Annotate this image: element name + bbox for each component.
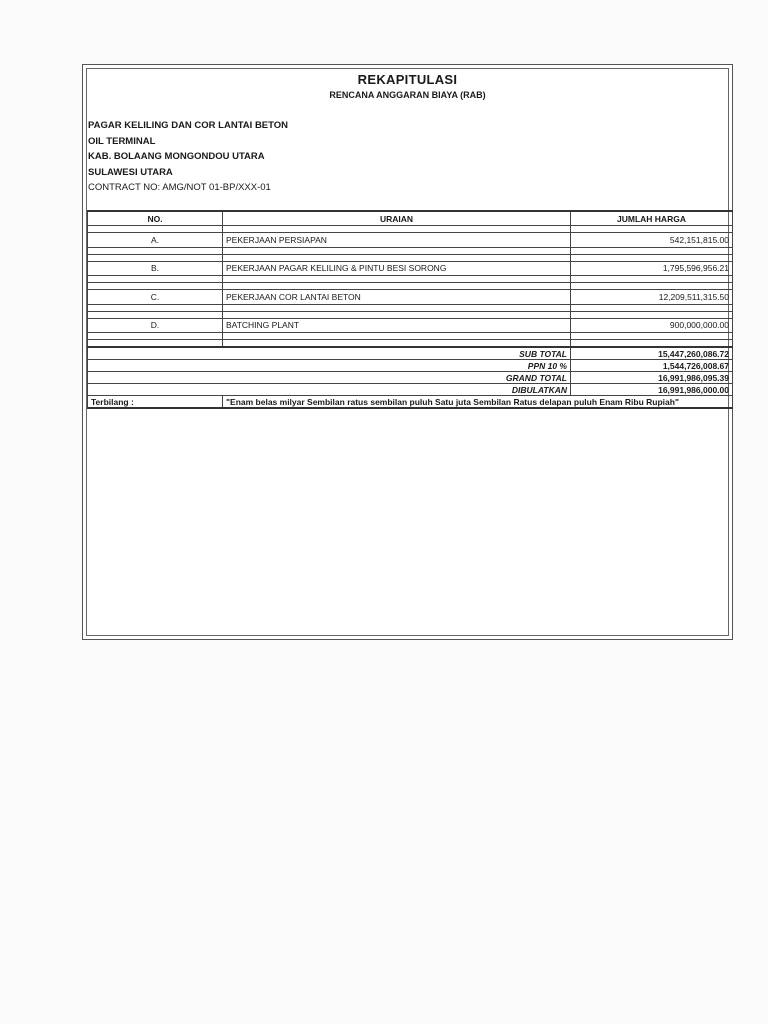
terbilang-text: "Enam belas milyar Sembilan ratus sembilan puluh Satu juta Sembilan Ratus delapan puluh Enam Ribu Rupiah" (223, 396, 733, 409)
table-row (88, 233, 733, 248)
contract-number: CONTRACT NO: AMG/NOT 01-BP/XXX-01 (88, 182, 271, 193)
header-no: NO. (88, 211, 223, 226)
terbilang-label: Terbilang : (88, 396, 223, 409)
row-no: B. (88, 261, 223, 276)
row-no: A. (88, 233, 223, 248)
dibulatkan-label: DIBULATKAN (88, 384, 571, 396)
project-info (88, 118, 288, 196)
table-row (88, 261, 733, 276)
row-uraian: PEKERJAAN PERSIAPAN (223, 233, 571, 248)
spacer-row (88, 333, 733, 340)
row-jumlah: 12,209,511,315.50 (571, 290, 733, 305)
project-province: SULAWESI UTARA (88, 166, 173, 178)
row-no: C. (88, 290, 223, 305)
header-uraian: URAIAN (223, 211, 571, 226)
row-jumlah: 542,151,815.00 (571, 233, 733, 248)
spacer-row (88, 340, 733, 348)
rab-table (87, 210, 733, 409)
row-uraian: PEKERJAAN PAGAR KELILING & PINTU BESI SORONG (223, 261, 571, 276)
ppn-label: PPN 10 % (88, 360, 571, 372)
table-header (88, 211, 733, 226)
spacer-row (88, 226, 733, 233)
project-site: OIL TERMINAL (88, 135, 156, 147)
subtotal-row (88, 347, 733, 360)
document-frame (86, 68, 729, 636)
dibulatkan-value: 16,991,986,000.00 (571, 384, 733, 396)
header-jumlah: JUMLAH HARGA (571, 211, 733, 226)
grand-total-row (88, 372, 733, 384)
subtotal-value: 15,447,260,086.72 (571, 347, 733, 360)
spacer-row (88, 276, 733, 283)
project-name: PAGAR KELILING DAN COR LANTAI BETON (88, 120, 289, 131)
spacer-row (88, 254, 733, 261)
row-no: D. (88, 318, 223, 333)
ppn-row (88, 360, 733, 372)
row-uraian: BATCHING PLANT (223, 318, 571, 333)
spacer-row (88, 247, 733, 254)
document-sheet (82, 64, 733, 640)
row-jumlah: 900,000,000.00 (571, 318, 733, 333)
spacer-row (88, 304, 733, 311)
terbilang-row (88, 396, 733, 409)
subtotal-label: SUB TOTAL (88, 347, 571, 360)
ppn-value: 1,544,726,008.67 (571, 360, 733, 372)
row-uraian: PEKERJAAN COR LANTAI BETON (223, 290, 571, 305)
dibulatkan-row (88, 384, 733, 396)
spacer-row (88, 311, 733, 318)
table-row (88, 290, 733, 305)
project-regency: KAB. BOLAANG MONGONDOU UTARA (88, 151, 265, 162)
document-title: REKAPITULASI (357, 72, 458, 87)
document-subtitle: RENCANA ANGGARAN BIAYA (RAB) (329, 90, 486, 100)
table-row (88, 318, 733, 333)
grand-total-label: GRAND TOTAL (88, 372, 571, 384)
grand-total-value: 16,991,986,095.39 (571, 372, 733, 384)
spacer-row (88, 283, 733, 290)
row-jumlah: 1,795,596,956.21 (571, 261, 733, 276)
